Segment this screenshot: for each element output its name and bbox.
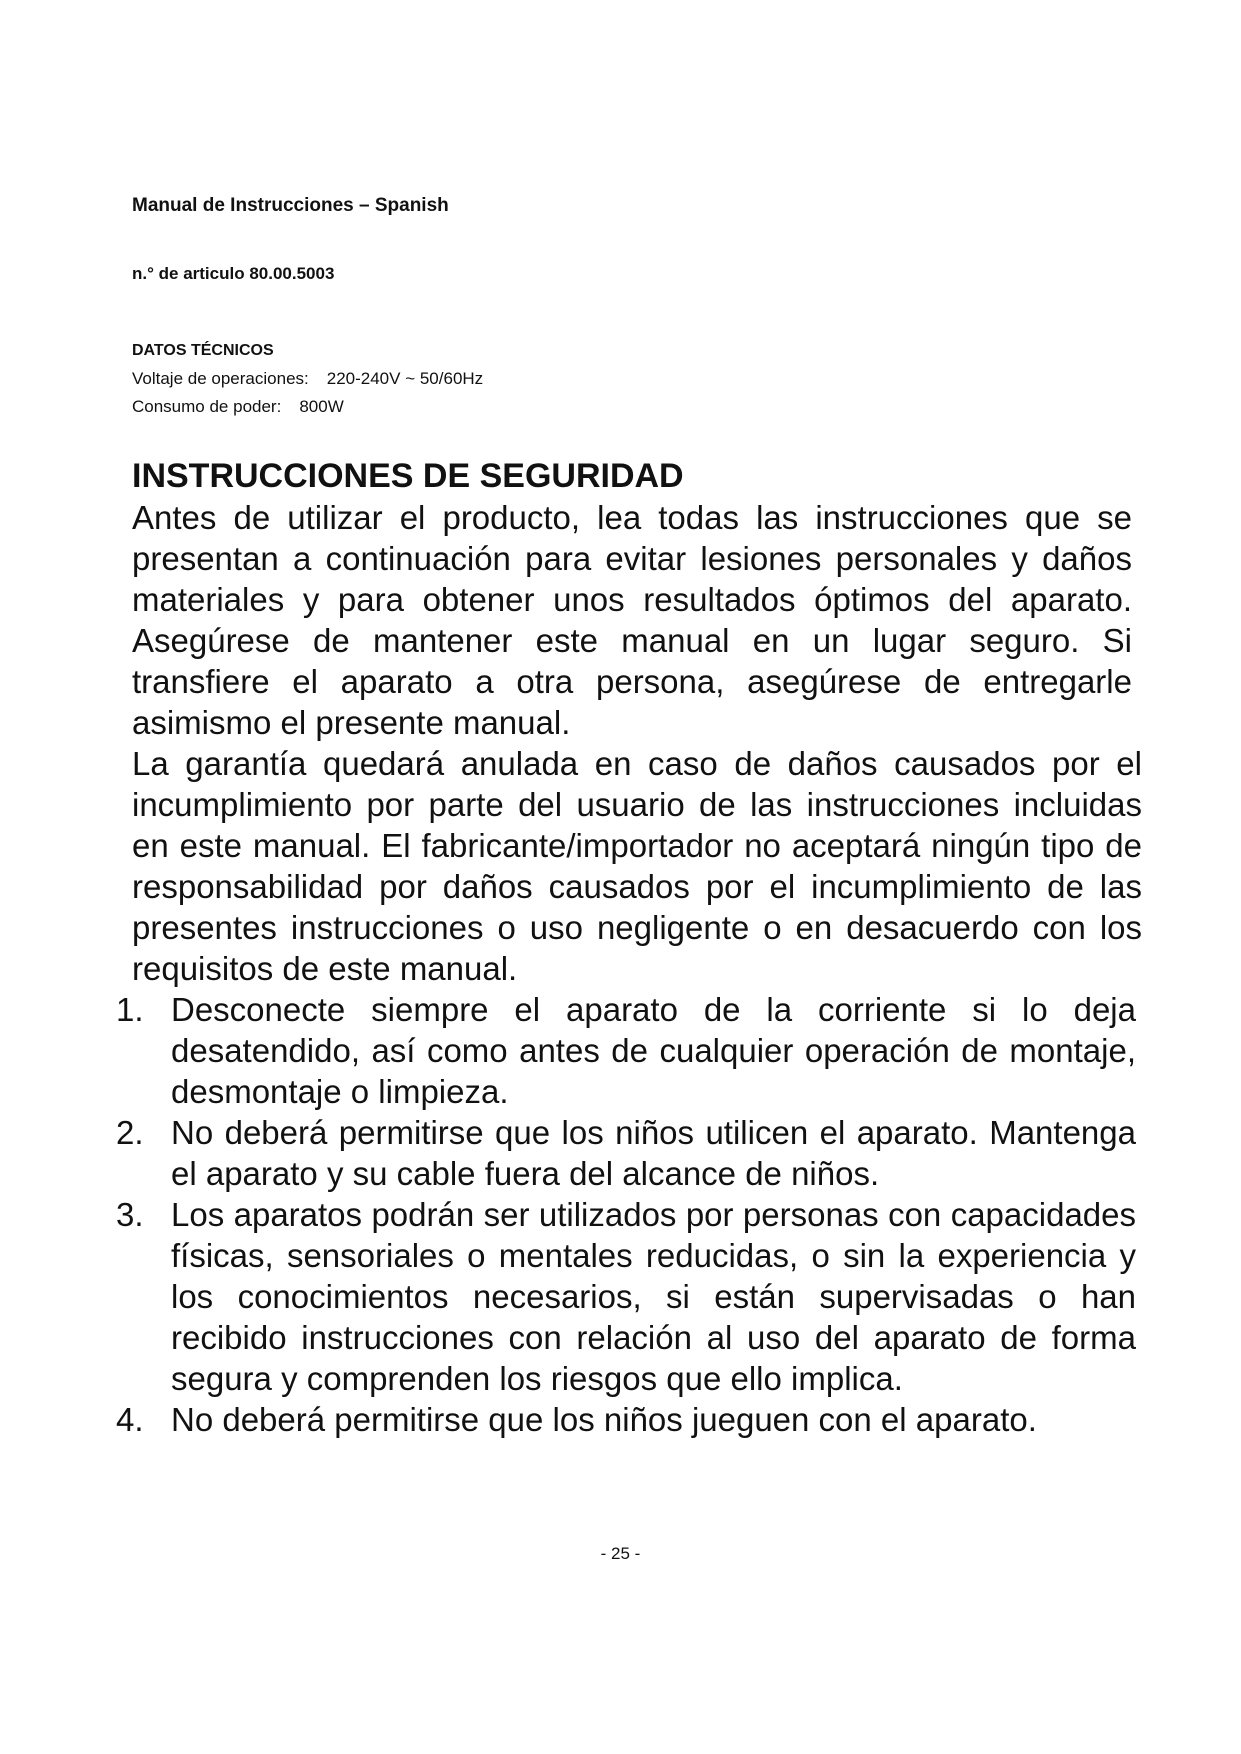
page-number: - 25 - bbox=[600, 1544, 641, 1563]
list-item-number: 4. bbox=[116, 1401, 144, 1438]
voltage-row bbox=[132, 365, 483, 393]
voltage-label: Voltaje de operaciones: bbox=[132, 369, 309, 388]
list-item-number: 3. bbox=[116, 1196, 144, 1233]
list-item-text: Desconecte siempre el aparato de la corriente si lo deja desatendido, así como antes de cualquier operación de montaje, desmontaje o limpieza. bbox=[171, 991, 1136, 1110]
power-value: 800W bbox=[299, 397, 344, 416]
power-row bbox=[132, 393, 483, 421]
power-label: Consumo de poder: bbox=[132, 397, 282, 416]
list-item-text: No deberá permitirse que los niños utilicen el aparato. Mantenga el aparato y su cable fuera del alcance de niños. bbox=[171, 1114, 1136, 1192]
voltage-value: 220-240V ~ 50/60Hz bbox=[326, 369, 484, 388]
manual-title: Manual de Instrucciones – Spanish bbox=[132, 195, 449, 216]
article-number: n.° de articulo 80.00.5003 bbox=[132, 264, 335, 283]
list-item bbox=[116, 989, 1136, 1112]
list-item bbox=[116, 1194, 1136, 1399]
warranty-paragraph: La garantía quedará anulada en caso de daños causados por el incumplimiento por parte del usuario de las instrucciones incluidas en este manual. El fabricante/importador no aceptará ningún tipo de responsabilidad por daños causados por el incumplimiento de las presentes instrucciones o uso negligente o en desacuerdo con los requisitos de este manual. bbox=[132, 745, 1142, 987]
list-item-number: 1. bbox=[116, 991, 144, 1028]
safety-instructions-list bbox=[116, 989, 1136, 1440]
technical-data-heading: DATOS TÉCNICOS bbox=[132, 342, 274, 359]
technical-data-section bbox=[132, 337, 483, 421]
safety-heading: INSTRUCCIONES DE SEGURIDAD bbox=[132, 457, 684, 495]
list-item-text: No deberá permitirse que los niños jueguen con el aparato. bbox=[171, 1401, 1037, 1438]
list-item-number: 2. bbox=[116, 1114, 144, 1151]
list-item bbox=[116, 1112, 1136, 1194]
safety-section bbox=[116, 455, 1142, 1440]
list-item bbox=[116, 1399, 1136, 1440]
list-item-text: Los aparatos podrán ser utilizados por personas con capacidades físicas, sensoriales o mentales reducidas, o sin la experiencia y los conocimientos necesarios, si están supervisadas o han recibido instrucciones con relación al uso del aparato de forma segura y comprenden los riesgos que ello implica. bbox=[171, 1196, 1136, 1397]
safety-intro-paragraph: Antes de utilizar el producto, lea todas las instrucciones que se presentan a continuación para evitar lesiones personales y daños materiales y para obtener unos resultados óptimos del aparato. Asegúrese de mantener este manual en un lugar seguro. Si transfiere el aparato a otra persona, asegúrese de entregarle asimismo el presente manual. bbox=[132, 499, 1132, 741]
